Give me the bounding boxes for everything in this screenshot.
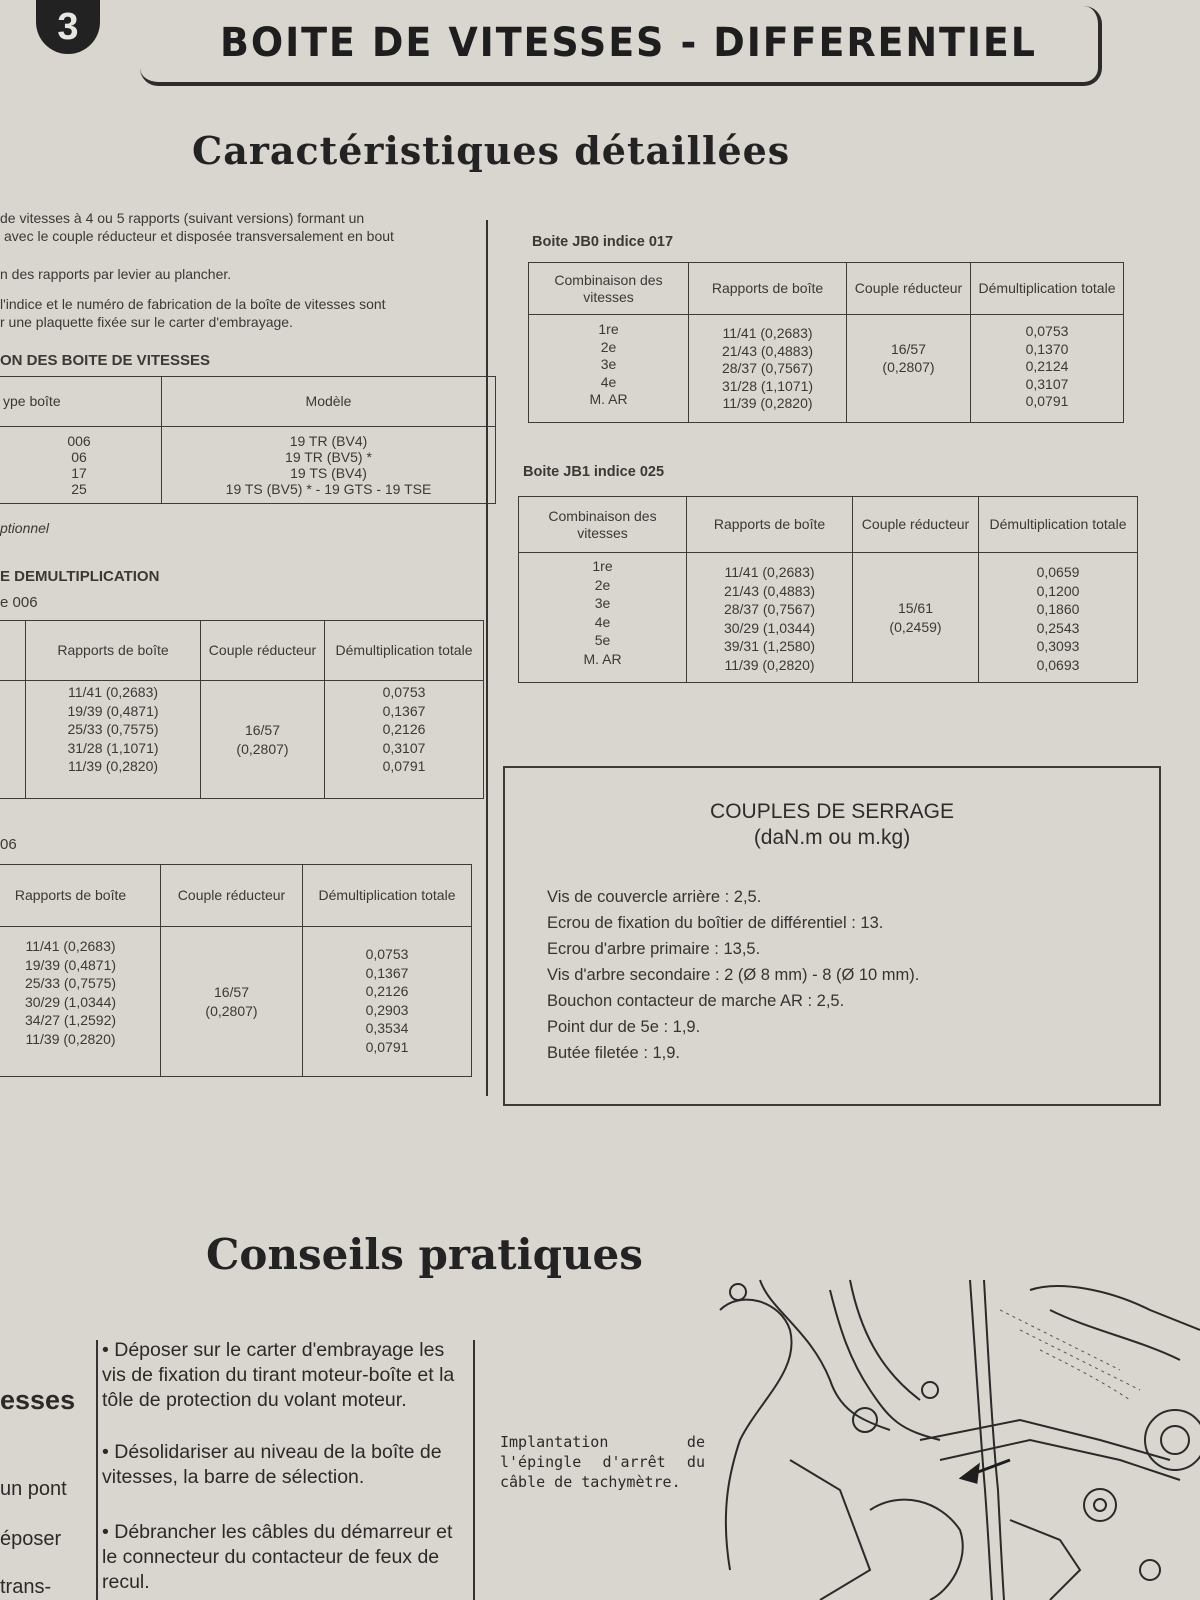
intro-line: de vitesses à 4 ou 5 rapports (suivant versions) formant un <box>0 210 365 226</box>
torque-item: Ecrou d'arbre primaire : 13,5. <box>547 940 761 958</box>
intro-line: l'indice et le numéro de fabrication de la boîte de vitesses sont <box>0 296 386 312</box>
couple-value: (0,2807) <box>236 740 289 757</box>
table-jb1-subheading: Boite JB1 indice 025 <box>523 464 665 480</box>
instruction-bullet: • Désolidariser au niveau de la boîte de vitesses, la barre de sélection. <box>102 1441 442 1488</box>
table-b-subheading: 06 <box>0 836 17 853</box>
gear-label: 3e <box>600 356 617 372</box>
gear-label: 5e <box>594 632 611 648</box>
cut-text-fragment: époser <box>0 1528 62 1550</box>
rapport-value: 11/41 (0,2683) <box>67 684 159 700</box>
rapport-value: 11/41 (0,2683) <box>722 325 813 341</box>
rapports-cell <box>689 315 847 423</box>
couple-cell <box>847 315 971 423</box>
intro-line: r une plaquette fixée sur le carter d'embrayage. <box>0 314 293 330</box>
column-divider <box>473 1340 475 1600</box>
torque-item: Bouchon contacteur de marche AR : 2,5. <box>547 992 845 1010</box>
cut-text-fragment: un pont <box>0 1478 67 1500</box>
model-value: 19 TR (BV4) <box>289 433 368 449</box>
rapport-value: 31/28 (1,1071) <box>67 739 159 756</box>
gear-label: 4e <box>594 613 611 630</box>
couple-value: 16/57 <box>890 341 927 357</box>
rapport-value: 25/33 (0,7575) <box>24 975 117 991</box>
gear-label: 1re <box>598 321 619 337</box>
demult-value: 0,2543 <box>1036 619 1080 636</box>
demult-value: 0,1370 <box>1025 340 1069 357</box>
gear-label: 2e <box>600 338 617 355</box>
demultiplication-heading: E DEMULTIPLICATION <box>0 568 160 585</box>
rapport-value: 19/39 (0,4871) <box>24 956 117 973</box>
model-cell <box>162 427 496 504</box>
demult-value: 0,0753 <box>1025 323 1069 339</box>
col-header-demult: Démultiplication totale <box>979 497 1138 553</box>
rapport-value: 19/39 (0,4871) <box>67 702 159 719</box>
rapport-value: 34/27 (1,2592) <box>24 1012 117 1028</box>
col-header-model: Modèle <box>162 377 496 427</box>
demult-value: 0,2126 <box>365 983 409 999</box>
rapport-value: 11/41 (0,2683) <box>724 564 815 580</box>
col-header-demult: Démultiplication totale <box>971 263 1124 315</box>
type-value: 25 <box>71 481 87 497</box>
demult-value: 0,0753 <box>382 684 426 700</box>
table-jb0 <box>528 262 1124 423</box>
col-header-rapports: Rapports de boîte <box>0 865 161 927</box>
col-header-rapports: Rapports de boîte <box>689 263 847 315</box>
gear-label: M. AR <box>589 391 628 407</box>
couple-value: 16/57 <box>213 984 250 1000</box>
torque-item: Ecrou de fixation du boîtier de différentiel : 13. <box>547 914 884 932</box>
col-header-demult: Démultiplication totale <box>325 621 484 681</box>
type-value: 06 <box>71 449 87 465</box>
demult-value: 0,0791 <box>1025 393 1069 409</box>
demult-value: 0,0693 <box>1036 656 1080 673</box>
rapport-value: 11/39 (0,2820) <box>724 656 815 673</box>
gear-label: 3e <box>594 595 611 611</box>
rapports-cell <box>687 553 853 683</box>
demult-value: 0,3534 <box>365 1020 409 1036</box>
combinaison-cell <box>519 553 687 683</box>
column-divider <box>96 1340 98 1600</box>
model-value: 19 TS (BV4) <box>290 465 367 481</box>
chapter-title: BOITE DE VITESSES - DIFFERENTIEL <box>220 20 1037 66</box>
col-header-couple: Couple réducteur <box>847 263 971 315</box>
rapport-value: 21/43 (0,4883) <box>723 582 816 599</box>
type-cell <box>0 427 162 504</box>
couple-cell <box>853 553 979 683</box>
figure-caption: Implantation de l'épingle d'arrêt du câble de tachymètre. <box>500 1433 705 1491</box>
rapport-value: 30/29 (1,0344) <box>24 993 117 1010</box>
demult-value: 0,1200 <box>1036 582 1080 599</box>
demult-value: 0,2126 <box>382 721 426 737</box>
demult-value: 0,3093 <box>1036 638 1080 654</box>
demult-value: 0,0753 <box>365 946 409 962</box>
rapport-value: 11/39 (0,2820) <box>25 1030 116 1047</box>
demult-value: 0,1367 <box>365 964 409 981</box>
col-header-couple: Couple réducteur <box>201 621 325 681</box>
torque-box <box>503 766 1161 1106</box>
couple-value: 16/57 <box>244 722 281 738</box>
demult-cell <box>979 553 1138 683</box>
column-divider <box>486 220 488 1096</box>
chapter-badge: 3 <box>36 0 100 54</box>
demult-value: 0,0659 <box>1036 564 1080 580</box>
torque-item: Vis de couvercle arrière : 2,5. <box>547 888 762 906</box>
demult-value: 0,1860 <box>1036 601 1080 617</box>
table-a-subheading: e 006 <box>0 594 38 611</box>
type-value: 006 <box>67 433 91 449</box>
rapport-value: 25/33 (0,7575) <box>67 721 159 737</box>
table-b <box>0 864 472 1077</box>
rapport-value: 11/39 (0,2820) <box>722 395 813 411</box>
col-header-combinaison: Combinaison des vitesses <box>529 263 689 315</box>
rapports-cell <box>0 927 161 1077</box>
rapport-value: 28/37 (0,7567) <box>723 601 816 617</box>
gear-label: M. AR <box>583 650 622 667</box>
demult-value: 0,1367 <box>382 702 426 719</box>
col-header-type: ype boîte <box>0 377 162 427</box>
col-header-couple: Couple réducteur <box>161 865 303 927</box>
col-header-combinaison: Combinaison des vitesses <box>519 497 687 553</box>
couple-value: (0,2459) <box>889 618 942 635</box>
footnote: ptionnel <box>0 520 50 536</box>
rapport-value: 11/41 (0,2683) <box>25 938 116 954</box>
rapport-value: 28/37 (0,7567) <box>721 360 814 376</box>
col-header-couple: Couple réducteur <box>853 497 979 553</box>
rapports-cell <box>26 681 201 799</box>
torque-unit: (daN.m ou m.kg) <box>753 826 911 849</box>
rapport-value: 31/28 (1,1071) <box>721 377 814 394</box>
cut-text-fragment: trans- <box>0 1576 52 1598</box>
gear-label: 2e <box>594 576 611 593</box>
col-header-demult: Démultiplication totale <box>303 865 472 927</box>
table-a <box>0 620 484 799</box>
identification-heading: ON DES BOITE DE VITESSES <box>0 352 211 369</box>
couple-value: 15/61 <box>897 600 934 616</box>
col-header-rapports: Rapports de boîte <box>687 497 853 553</box>
intro-line: avec le couple réducteur et disposée transversalement en bout <box>4 228 394 244</box>
demult-value: 0,2903 <box>365 1001 409 1018</box>
table-jb1 <box>518 496 1138 683</box>
gear-label: 1re <box>592 558 613 574</box>
gear-label: 4e <box>600 373 617 390</box>
couple-value: (0,2807) <box>882 358 935 375</box>
section-title-conseils: Conseils pratiques <box>206 1230 643 1279</box>
rapport-value: 39/31 (1,2580) <box>723 638 816 654</box>
identification-table <box>0 376 496 504</box>
demult-value: 0,0791 <box>365 1038 409 1055</box>
tachometer-cable-illustration <box>700 1270 1200 1600</box>
demult-cell <box>303 927 472 1077</box>
demult-value: 0,0791 <box>382 758 426 774</box>
demult-value: 0,3107 <box>382 739 426 756</box>
demult-cell <box>325 681 484 799</box>
section-title-caracteristiques: Caractéristiques détaillées <box>192 128 791 173</box>
torque-item: Vis d'arbre secondaire : 2 (Ø 8 mm) - 8 (Ø 10 mm). <box>547 966 920 984</box>
torque-item: Butée filetée : 1,9. <box>547 1044 681 1062</box>
instruction-bullet: • Débrancher les câbles du démarreur et le connecteur du contacteur de feux de recul. <box>102 1521 453 1593</box>
combinaison-cell <box>529 315 689 423</box>
rapport-value: 21/43 (0,4883) <box>721 342 814 359</box>
demult-cell <box>971 315 1124 423</box>
cut-heading-fragment: esses <box>0 1385 76 1415</box>
model-value: 19 TR (BV5) * <box>285 449 372 465</box>
type-value: 17 <box>71 465 87 481</box>
rapport-value: 30/29 (1,0344) <box>723 619 816 636</box>
couple-cell <box>201 681 325 799</box>
model-value: 19 TS (BV5) * - 19 GTS - 19 TSE <box>225 481 432 497</box>
couple-value: (0,2807) <box>205 1002 258 1019</box>
torque-item: Point dur de 5e : 1,9. <box>547 1018 701 1036</box>
instruction-bullet: • Déposer sur le carter d'embrayage les vis de fixation du tirant moteur-boîte et la tôle de protection du volant moteur. <box>102 1339 455 1411</box>
intro-line: n des rapports par levier au plancher. <box>0 266 232 282</box>
demult-value: 0,3107 <box>1025 375 1069 392</box>
col-header-rapports: Rapports de boîte <box>26 621 201 681</box>
torque-title: COUPLES DE SERRAGE <box>710 800 954 823</box>
rapport-value: 11/39 (0,2820) <box>67 758 159 774</box>
table-jb0-subheading: Boite JB0 indice 017 <box>532 234 674 250</box>
demult-value: 0,2124 <box>1025 358 1069 374</box>
couple-cell <box>161 927 303 1077</box>
